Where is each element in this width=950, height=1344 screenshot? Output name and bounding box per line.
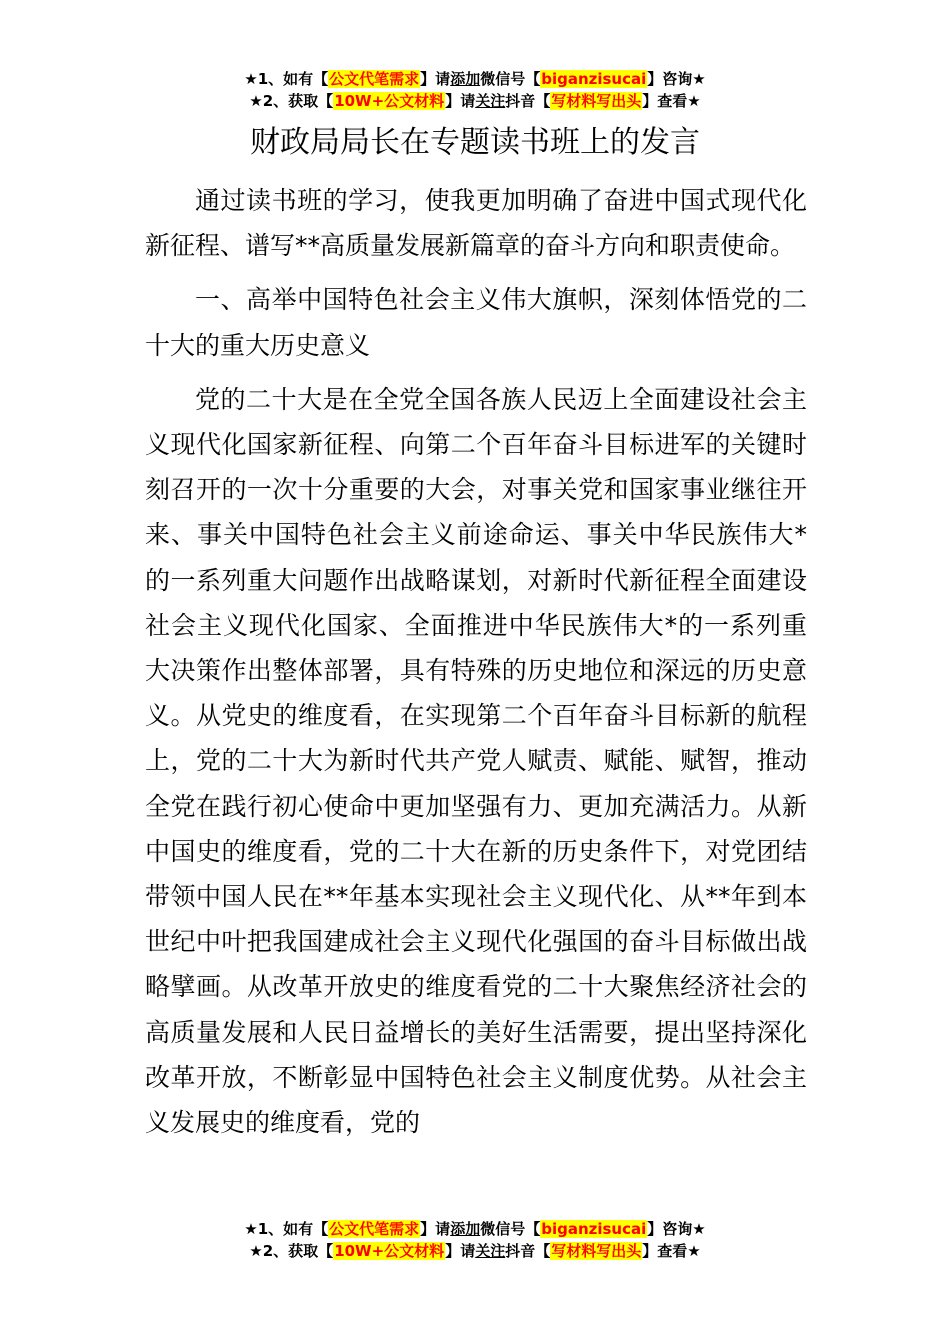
- banner-highlight-wechat-id: biganzisucai: [541, 1220, 647, 1238]
- header-banner: [0, 68, 950, 112]
- section-heading: 一、高举中国特色社会主义伟大旗帜，深刻体悟党的二十大的重大历史意义: [145, 285, 807, 360]
- banner-highlight-materials: 10W+公文材料: [334, 1242, 445, 1260]
- page-title: 财政局局长在专题读书班上的发言: [250, 125, 700, 160]
- body-paragraph: 党的二十大是在全党全国各族人民迈上全面建设社会主义现代化国家新征程、向第二个百年奋斗目标进军的关键时刻召开的一次十分重要的大会，对事关党和国家事业继往开来、事关中国特色社会主义前途命运、事关中华民族伟大*的一系列重大问题作出战略谋划，对新时代新征程全面建设社会主义现代化国家、全面推进中华民族伟大*的一系列重大决策作出整体部署，具有特殊的历史地位和深远的历史意义。从党史的维度看，在实现第二个百年奋斗目标新的航程上，党的二十大为新时代共产党人赋责、赋能、赋智，推动全党在践行初心使命中更加坚强有力、更加充满活力。从新中国史的维度看，党的二十大在新的历史条件下，对党团结带领中国人民在**年基本实现社会主义现代化、从**年到本世纪中叶把我国建成社会主义现代化强国的奋斗目标做出战略擘画。从改革开放史的维度看党的二十大聚焦经济社会的高质量发展和人民日益增长的美好生活需要，提出坚持深化改革开放，不断彰显中国特色社会主义制度优势。从社会主义发展史的维度看，党的: [145, 384, 807, 1138]
- document-body: [145, 178, 807, 1154]
- banner-highlight-douyin: 写材料写出头: [551, 1242, 642, 1260]
- banner-line-1: ★1、如有【公文代笔需求】请添加微信号【biganzisucai】咨询★: [244, 1220, 706, 1238]
- banner-line-2: ★2、获取【10W+公文材料】请关注抖音【写材料写出头】查看★: [249, 1242, 701, 1260]
- banner-highlight-ghostwriting: 公文代笔需求: [329, 1220, 420, 1238]
- banner-line-2: ★2、获取【10W+公文材料】请关注抖音【写材料写出头】查看★: [249, 92, 701, 110]
- footer-banner: [0, 1218, 950, 1262]
- banner-line-1: ★1、如有【公文代笔需求】请添加微信号【biganzisucai】咨询★: [244, 70, 706, 88]
- banner-highlight-materials: 10W+公文材料: [334, 92, 445, 110]
- banner-highlight-wechat-id: biganzisucai: [541, 70, 647, 88]
- banner-highlight-douyin: 写材料写出头: [551, 92, 642, 110]
- banner-highlight-ghostwriting: 公文代笔需求: [329, 70, 420, 88]
- intro-paragraph: 通过读书班的学习，使我更加明确了奋进中国式现代化新征程、谱写**高质量发展新篇章的奋斗方向和职责使命。: [145, 186, 807, 261]
